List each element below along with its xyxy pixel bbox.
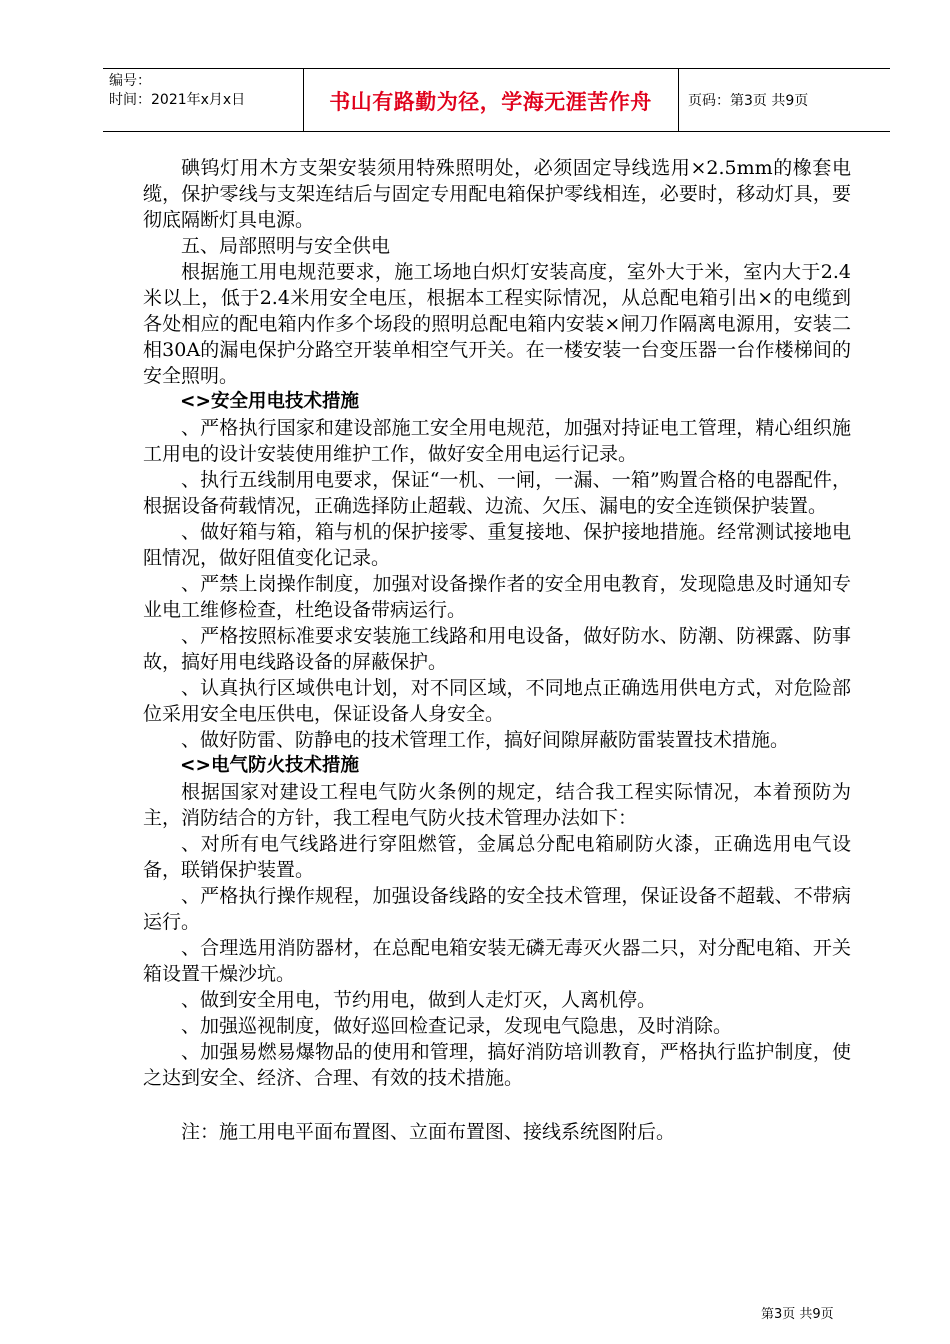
list-item: 、严格执行国家和建设部施工安全用电规范，加强对持证电工管理，精心组织施工用电的设计安装使用维护工作，做好安全用电运行记录。 (143, 417, 851, 465)
header-divider (678, 69, 679, 131)
header-page-number: 页码：第3页 共9页 (688, 93, 809, 109)
time-label: 时间：2021年x月x日 (109, 92, 246, 108)
list-item: 、严禁上岗操作制度，加强对设备操作者的安全用电教育，发现隐患及时通知专业电工维修检查，杜绝设备带病运行。 (143, 573, 851, 621)
section-heading-electrical-safety: <>安全用电技术措施 (180, 391, 360, 412)
list-item: 、做好防雷、防静电的技术管理工作，搞好间隙屏蔽防雷装置技术措施。 (181, 729, 790, 751)
page-footer-number: 第3页 共9页 (761, 1307, 834, 1322)
list-item: 、做好箱与箱，箱与机的保护接零、重复接地、保护接地措施。经常测试接地电阻情况，做好阻值变化记录。 (143, 521, 851, 569)
list-item: 、加强易燃易爆物品的使用和管理，搞好消防培训教育，严格执行监护制度，使之达到安全、经济、合理、有效的技术措施。 (143, 1041, 851, 1089)
paragraph-local-lighting: 根据施工用电规范要求，施工场地白炽灯安装高度，室外大于米，室内大于2.4米以上，低于2.4米用安全电压，根据本工程实际情况，从总配电箱引出×的电缆到各处相应的配电箱内作多个场段的照明总配电箱内安装×闸刀作隔离电源用，安装二相30A的漏电保护分路空开装单相空气开关。在一楼安装一台变压器一台作楼梯间的安全照明。 (143, 261, 851, 387)
list-item: 、合理选用消防器材，在总配电箱安装无磷无毒灭火器二只，对分配电箱、开关箱设置干燥沙坑。 (143, 937, 851, 985)
list-item: 、严格执行操作规程，加强设备线路的安全技术管理，保证设备不超载、不带病运行。 (143, 885, 851, 933)
list-item: 、执行五线制用电要求，保证“一机、一闸，一漏、一箱”购置合格的电器配件，根据设备荷载情况，正确选择防止超载、边流、欠压、漏电的安全连锁保护装置。 (143, 469, 851, 517)
paragraph-fire-prevention-intro: 根据国家对建设工程电气防火条例的规定，结合我工程实际情况，本着预防为主，消防结合的方针，我工程电气防火技术管理办法如下： (143, 781, 851, 829)
serial-number-label: 编号： (109, 73, 151, 89)
paragraph-lighting-fixture: 碘钨灯用木方支架安装须用特殊照明处，必须固定导线选用×2.5mm的橡套电缆，保护零线与支架连结后与固定专用配电箱保护零线相连，必要时，移动灯具，要彻底隔断灯具电源。 (143, 157, 851, 231)
header-motto: 书山有路勤为径，学海无涯苦作舟 (329, 90, 652, 114)
document-body (143, 155, 851, 1145)
list-item: 、加强巡视制度，做好巡回检查记录，发现电气隐患，及时消除。 (181, 1015, 733, 1037)
list-item: 、对所有电气线路进行穿阻燃管，金属总分配电箱刷防火漆，正确选用电气设备，联销保护装置。 (143, 833, 851, 881)
header-info-cell (109, 72, 245, 110)
section-heading-local-lighting: 五、局部照明与安全供电 (181, 235, 391, 257)
list-item: 、严格按照标准要求安装施工线路和用电设备，做好防水、防潮、防裸露、防事故，搞好用电线路设备的屏蔽保护。 (143, 625, 851, 673)
note-paragraph: 注：施工用电平面布置图、立面布置图、接线系统图附后。 (181, 1121, 676, 1143)
page-header-table (103, 68, 890, 132)
list-item: 、认真执行区域供电计划，对不同区域，不同地点正确选用供电方式，对危险部位采用安全电压供电，保证设备人身安全。 (143, 677, 851, 725)
list-item: 、做到安全用电，节约用电，做到人走灯灭，人离机停。 (181, 989, 657, 1011)
section-heading-fire-prevention: <>电气防火技术措施 (180, 755, 360, 776)
